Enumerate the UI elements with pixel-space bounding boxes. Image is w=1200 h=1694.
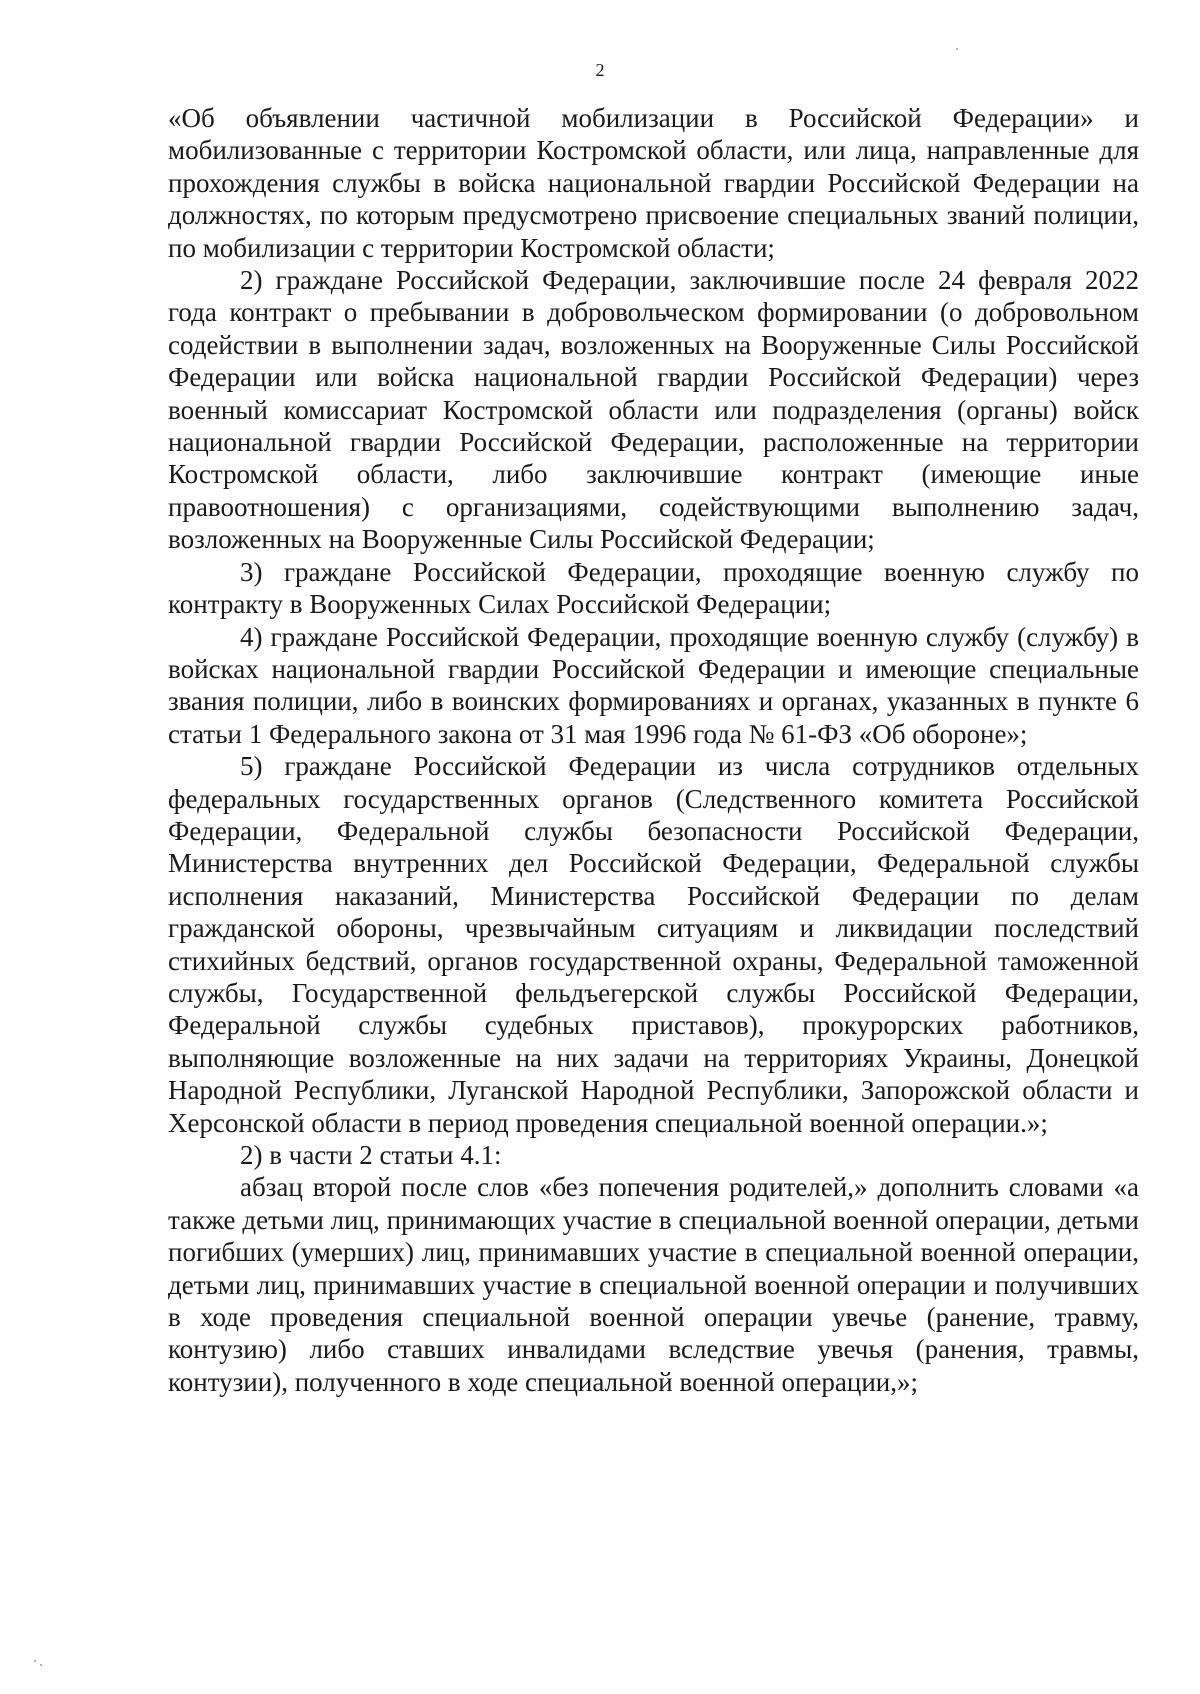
paragraph-item-3: 3) граждане Российской Федерации, проходящие военную службу по контракту в Вооруженных Силах Российской Федерации; xyxy=(168,556,1139,620)
document-body xyxy=(168,102,1139,1398)
paragraph-item-2: 2) граждане Российской Федерации, заключившие после 24 февраля 2022 года контракт о пребывании в добровольческом формировании (о добровольном содействии в выполнении задач, возложенных на Вооруженные Силы Российской Федерации или войска национальной гвардии Российской Федерации) через военный комиссариат Костромской области или подразделения (органы) войск национальной гвардии Российской Федерации, расположенные на территории Костромской области, либо заключившие контракт (имеющие иные правоотношения) с организациями, содействующими выполнению задач, возложенных на Вооруженные Силы Российской Федерации; xyxy=(168,265,1139,555)
scan-speck xyxy=(956,48,958,50)
paragraph-amendment-2: 2) в части 2 статьи 4.1: xyxy=(240,1140,502,1170)
scan-speck xyxy=(34,1660,36,1662)
paragraph-item-4: 4) граждане Российской Федерации, проходящие военную службу (службу) в войсках национальной гвардии Российской Федерации и имеющие специальные звания полиции, либо в воинских формированиях и органах, указанных в пункте 6 статьи 1 Федерального закона от 31 мая 1996 года № 61-ФЗ «Об обороне»; xyxy=(168,621,1139,749)
paragraph-amendment-text: абзац второй после слов «без попечения родителей,» дополнить словами «а также детьми лиц, принимающих участие в специальной военной операции, детьми погибших (умерших) лиц, принимавших участие в специальной военной операции, детьми лиц, принимавших участие в специальной военной операции и получивших в ходе проведения специальной военной операции увечье (ранение, травму, контузию) либо ставших инвалидами вследствие увечья (ранения, травмы, контузии), полученного в ходе специальной военной операции,»; xyxy=(168,1172,1139,1397)
page-number: 2 xyxy=(595,60,605,80)
paragraph-continuation: «Об объявлении частичной мобилизации в Российской Федерации» и мобилизованные с территории Костромской области, или лица, направленные для прохождения службы в войска национальной гвардии Российской Федерации на должностях, по которым предусмотрено присвоение специальных званий полиции, по мобилизации с территории Костромской области; xyxy=(168,103,1139,263)
paragraph-item-5: 5) граждане Российской Федерации из числа сотрудников отдельных федеральных государственных органов (Следственного комитета Российской Федерации, Федеральной службы безопасности Российской Федерации, Министерства внутренних дел Российской Федерации, Федеральной службы исполнения наказаний, Министерства Российской Федерации по делам гражданской обороны, чрезвычайным ситуациям и ликвидации последствий стихийных бедствий, органов государственной охраны, Федеральной таможенной службы, Государственной фельдъегерской службы Российской Федерации, Федеральной службы судебных приставов), прокурорских работников, выполняющие возложенные на них задачи на территориях Украины, Донецкой Народной Республики, Луганской Народной Республики, Запорожской области и Херсонской области в период проведения специальной военной операции.»; xyxy=(168,751,1139,1138)
scan-speck xyxy=(40,1664,42,1666)
